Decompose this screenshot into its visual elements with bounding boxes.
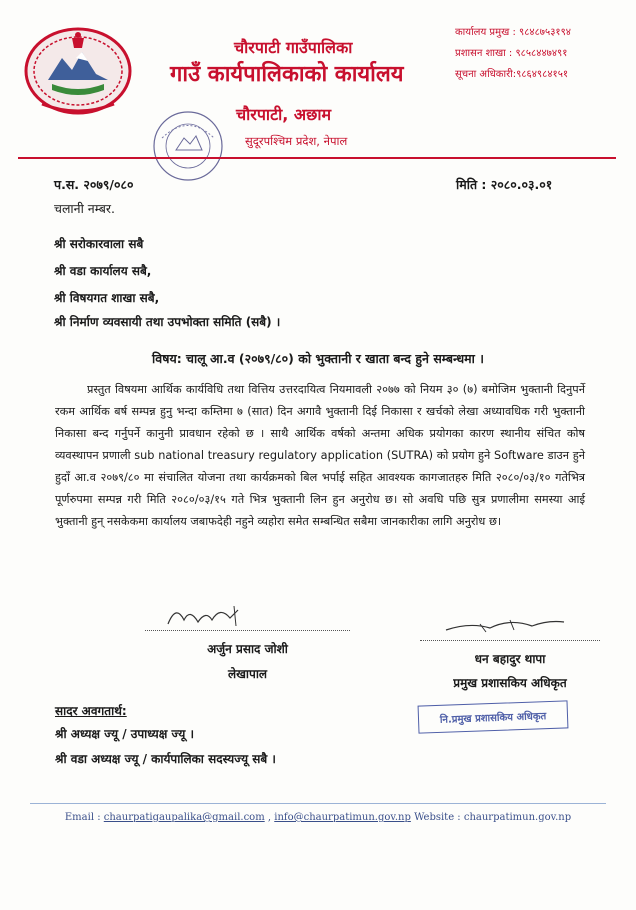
email-separator: ,	[267, 812, 272, 823]
website-label: Website :	[414, 812, 461, 823]
right-signature-line	[420, 640, 600, 641]
email-link-secondary[interactable]: info@chaurpatimun.gov.np	[274, 812, 411, 823]
recipient-line: श्री वडा कार्यालय सबै,	[54, 264, 152, 278]
contact-admin-section: प्रशासन शाखा : ९८५८४४७४९१	[455, 48, 568, 59]
email-link-primary[interactable]: chaurpatigaupalika@gmail.com	[103, 812, 265, 823]
office-province: सुदूरपश्चिम प्रदेश, नेपाल	[245, 134, 348, 148]
contact-list	[455, 22, 571, 85]
office-name: चौरपाटी गाउँपालिका	[234, 38, 353, 57]
website-link[interactable]: chaurpatimun.gov.np	[463, 812, 572, 823]
officer-stamp: नि.प्रमुख प्रशासकिय अधिकृत	[418, 700, 569, 733]
left-signature-scribble	[150, 600, 260, 630]
recipient-line: श्री सरोकारवाला सबै	[54, 237, 144, 251]
cc-line: श्री अध्यक्ष ज्यू / उपाध्यक्ष ज्यू ।	[55, 727, 195, 741]
right-signature-scribble	[440, 610, 570, 638]
left-signature-line	[145, 630, 350, 631]
recipient-line: श्री विषयगत शाखा सबै,	[54, 291, 160, 305]
body-paragraph: प्रस्तुत विषयमा आर्थिक कार्यविधि तथा वित्तिय उत्तरदायित्व नियमावली २०७७ को नियम ३० (७) बमोजिम भुक्तानी दिनुपर्ने रकम आर्थिक बर्ष सम्पन्न हुनु भन्दा कम्तिमा ७ (सात) दिन अगावै भुक्तानी दिई निकासा र खर्चको लेखा अध्यावधिक गरी भुक्तानी निकासा बन्द गर्नुपर्ने कानुनी प्रावधान रहेको छ । साथै आर्थिक वर्षको अन्तमा अधिक प्रयोगका कारण स्थानीय संचित कोष व्यवस्थापन प्रणाली sub national treasury regulatory application (SUTRA) को प्रयोग हुने Software डाउन हुने हुदाँ आ.व २०७९/८० मा संचालित योजना तथा कार्यक्रमको बिल भर्पाई सहित आवश्यक कागजातहरु मिति २०८०/०३/१० गतेभित्र पूर्णरुपमा सम्पन्न गरी मिति २०८०/०३/१५ गते भित्र भुक्तानी लिन हुन अनुरोध छ। सो अवधि पछि सुत्र प्रणालीमा समस्या आई भुक्तानी हुन् नसकेकमा कार्यालय जबाफदेही नहुने व्यहोरा समेत सम्बन्धित सबैमा जानकारीका लागि अनुरोध छ।	[55, 383, 585, 528]
letter-subject: विषय: चालू आ.व (२०७९/८०) को भुक्तानी र खाता बन्द हुने सम्बन्धमा ।	[152, 351, 484, 366]
right-signatory-name: धन बहादुर थापा	[474, 652, 546, 666]
letter-body	[55, 379, 585, 533]
office-round-stamp	[150, 108, 226, 184]
recipient-line: श्री निर्माण व्यवसायी तथा उपभोक्ता समिति (सबै) ।	[54, 315, 281, 329]
office-title: गाउँ कार्यपालिकाको कार्यालय	[170, 62, 404, 87]
dispatch-number: चलानी नम्बर.	[54, 201, 116, 216]
left-signatory-title: लेखापाल	[227, 667, 268, 681]
contact-office-chief: कार्यालय प्रमुख : ९८४८७५३१९४	[455, 27, 571, 38]
letter-date: मिति : २०८०.०३.०१	[456, 177, 553, 192]
cc-line: श्री वडा अध्यक्ष ज्यू / कार्यपालिका सदस्यज्यू सबै ।	[55, 752, 276, 766]
contact-info-officer: सूचना अधिकारी:९८६४९८४१५१	[455, 69, 569, 80]
fiscal-year-ref: प.स. २०७९/०८०	[54, 177, 134, 192]
header-divider	[18, 157, 616, 159]
left-signatory-name: अर्जुन प्रसाद जोशी	[207, 642, 288, 656]
footer-divider	[30, 803, 606, 804]
cc-heading: सादर अवगतार्थ:	[55, 704, 127, 718]
office-location: चौरपाटी, अछाम	[236, 105, 332, 124]
nepal-emblem-logo	[22, 24, 134, 118]
email-label: Email :	[64, 812, 101, 823]
footer-contact	[0, 812, 636, 823]
right-signatory-title: प्रमुख प्रशासकिय अधिकृत	[453, 676, 567, 690]
